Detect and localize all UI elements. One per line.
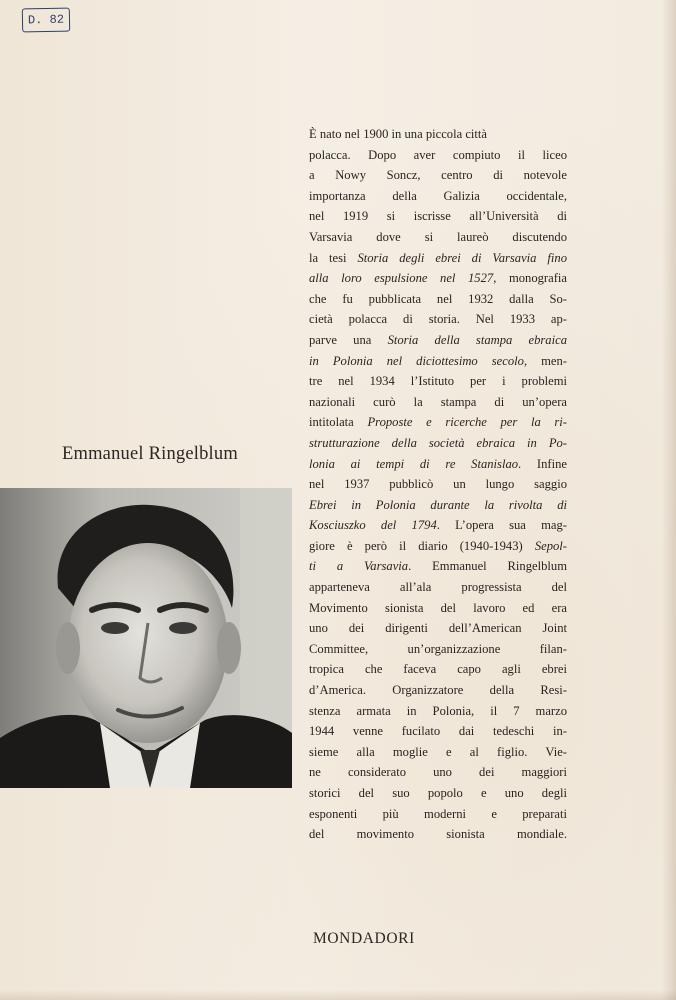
page-edge-shadow <box>662 0 676 1000</box>
bio-line <box>309 145 567 166</box>
bio-line <box>309 392 567 413</box>
bio-text: . Infine <box>518 456 567 471</box>
bio-line <box>309 783 567 804</box>
bio-line <box>309 742 567 763</box>
bio-italic-title: Proposte e ricerche per la ri- <box>367 415 567 430</box>
bio-italic-title: Storia degli ebrei di Varsavia fino <box>357 250 568 265</box>
bio-text: nazionali curò la stampa di un’opera <box>309 394 567 409</box>
bio-line <box>309 268 567 289</box>
bio-line <box>309 330 567 351</box>
bio-italic-title: in Polonia nel diciottesimo secolo <box>309 353 524 368</box>
bio-line <box>309 206 567 227</box>
bio-line <box>309 701 567 722</box>
bio-text: È nato nel 1900 in una piccola città <box>309 127 488 141</box>
author-name: Emmanuel Ringelblum <box>62 444 238 464</box>
bio-text: cietà polacca di storia. Nel 1933 ap- <box>309 312 567 327</box>
bio-italic-title: Kosciuszko del 1794 <box>309 518 437 533</box>
bio-text: importanza della Galizia occidentale, <box>309 188 567 203</box>
bio-line <box>309 824 567 845</box>
bio-line <box>309 227 567 248</box>
bio-text: che fu pubblicata nel 1932 dalla So- <box>309 291 567 306</box>
bio-text: sieme alla moglie e al figlio. Vie- <box>309 744 567 759</box>
bio-line <box>309 309 567 330</box>
bio-text: Movimento sionista del lavoro ed era <box>309 600 567 615</box>
bio-text: 1944 venne fucilato dai tedeschi in- <box>309 724 567 739</box>
bio-line <box>309 721 567 742</box>
bio-line <box>309 124 567 145</box>
bio-line <box>309 474 567 495</box>
bio-text: giore è però il diario (1940-1943) <box>309 538 535 553</box>
bio-line <box>309 289 567 310</box>
bio-text: esponenti più moderni e preparati <box>309 806 567 821</box>
bio-text: Committee, un’organizzazione filan- <box>309 641 567 656</box>
bio-text: nel 1937 pubblicò un lungo saggio <box>309 477 567 492</box>
portrait-photo <box>0 488 292 788</box>
bio-text: stenza armata in Polonia, il 7 marzo <box>309 703 567 718</box>
bio-line <box>309 351 567 372</box>
bio-line <box>309 762 567 783</box>
bio-line <box>309 556 567 577</box>
bio-line <box>309 371 567 392</box>
bio-line <box>309 659 567 680</box>
bio-italic-title: Sepol- <box>534 538 567 553</box>
bio-text: parve una <box>309 332 388 347</box>
bio-line <box>309 186 567 207</box>
bio-text: ne considerato uno dei maggiori <box>309 765 567 780</box>
bio-text: , monografia <box>493 271 567 286</box>
author-portrait <box>0 488 292 788</box>
bio-italic-title: lonia ai tempi di re Stanislao <box>309 456 519 471</box>
bio-line <box>309 412 567 433</box>
bio-text: del movimento sionista mondiale. <box>309 827 567 842</box>
bio-italic-title: strutturazione della società ebraica in Po- <box>309 435 567 450</box>
bio-text: d’America. Organizzatore della Resi- <box>309 683 567 698</box>
bio-line <box>309 248 567 269</box>
bio-text: apparteneva all’ala progressista del <box>309 580 567 595</box>
bio-text: nel 1919 si iscrisse all’Università di <box>309 209 567 224</box>
bio-text: tropica che faceva capo agli ebrei <box>309 662 567 677</box>
bio-line <box>309 536 567 557</box>
publisher-name: MONDADORI <box>313 930 415 947</box>
bio-line <box>309 454 567 475</box>
bio-line <box>309 639 567 660</box>
bio-text: polacca. Dopo aver compiuto il liceo <box>309 147 567 162</box>
bio-line <box>309 515 567 536</box>
bio-text: , men- <box>523 353 567 368</box>
bio-text: Varsavia dove si laureò discutendo <box>309 229 567 244</box>
bio-line <box>309 598 567 619</box>
bio-text: uno dei dirigenti dell’American Joint <box>309 621 567 636</box>
bio-line <box>309 618 567 639</box>
bio-line <box>309 495 567 516</box>
bio-line <box>309 577 567 598</box>
bio-line <box>309 433 567 454</box>
bio-text: tre nel 1934 l’Istituto per i problemi <box>309 374 567 389</box>
bio-italic-title: alla loro espulsione nel 1527 <box>309 271 494 286</box>
page-bottom-shadow <box>0 990 676 1000</box>
bio-line <box>309 165 567 186</box>
bio-italic-title: ti a Varsavia <box>309 559 409 574</box>
author-biography <box>309 124 567 845</box>
bio-italic-title: Storia della stampa ebraica <box>387 332 567 347</box>
bio-italic-title: Ebrei in Polonia durante la rivolta di <box>309 497 567 512</box>
bio-text: storici del suo popolo e uno degli <box>309 786 567 800</box>
bio-line <box>309 680 567 701</box>
bio-text: a Nowy Soncz, centro di notevole <box>309 168 567 183</box>
bio-text: . Emmanuel Ringelblum <box>408 559 567 574</box>
bio-text: . L’opera sua mag- <box>436 518 567 533</box>
bio-line <box>309 804 567 825</box>
library-stamp: D. 82 <box>22 8 70 33</box>
bio-text: la tesi <box>309 250 358 265</box>
bio-text: intitolata <box>309 415 368 430</box>
